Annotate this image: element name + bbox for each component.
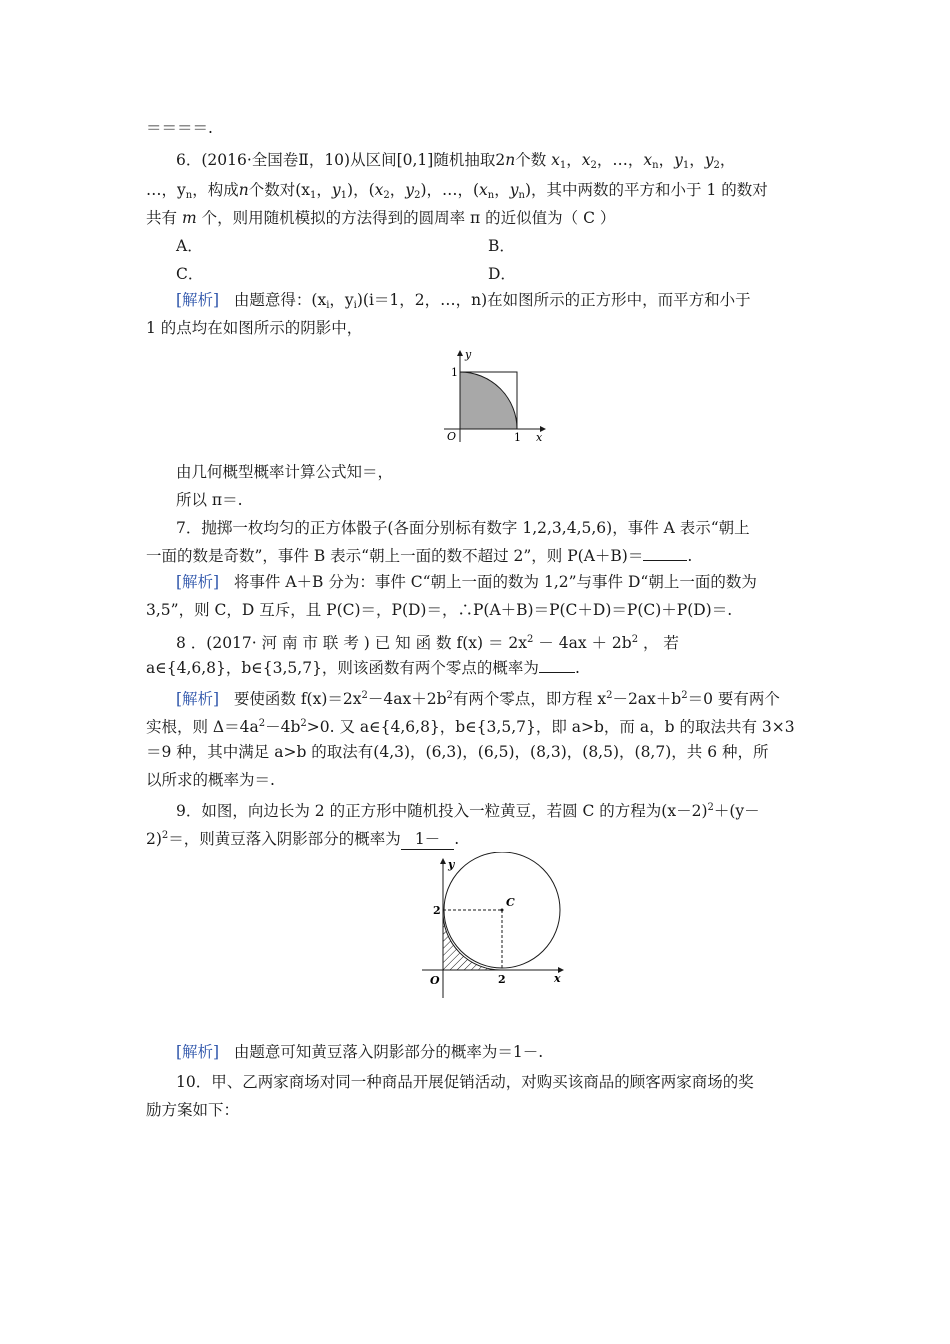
option-c: C． bbox=[176, 265, 204, 283]
center-label: C bbox=[506, 896, 515, 909]
text-line: 所以 π＝. bbox=[176, 491, 243, 509]
analysis-tag: [解析] bbox=[176, 573, 220, 591]
analysis-6: [解析] 由题意得：($x_i$，$y_i)(i=1$，2，…，n)在如图所示的正方形中，而平方和小于 bbox=[176, 291, 751, 311]
text-line: 一面的数是奇数”，事件 B 表示“朝上一面的数不超过 2”，则 P(A＋B)＝ . bbox=[146, 547, 693, 565]
option-d: D． bbox=[488, 265, 516, 283]
text-line: ＝＝＝＝. bbox=[146, 119, 213, 137]
origin-label: O bbox=[447, 430, 457, 443]
answer-blank bbox=[643, 560, 687, 561]
analysis-8: [解析] 要使函数 $f(x)=2x^2-4ax+2b^2$有两个零点，即方程 $x^2-2ax+b^2=0$ 要有两个 bbox=[176, 690, 780, 708]
analysis-tag: [解析] bbox=[176, 1043, 220, 1061]
quarter-circle-figure bbox=[430, 342, 550, 444]
y-axis-label: y bbox=[448, 858, 455, 871]
text-line: a∈{4,6,8}，b∈{3,5,7}，则该函数有两个零点的概率为 . bbox=[146, 659, 580, 677]
text-line: ＝9 种，其中满足 a>b 的取法有(4,3)，(6,3)，(6,5)，(8,3)，(8,5)，(8,7)，共 6 种，所 bbox=[146, 743, 769, 761]
option-b: B． bbox=[488, 237, 515, 255]
question-10: 10．甲、乙两家商场对同一种商品开展促销活动，对购买该商品的顾客两家商场的奖 bbox=[176, 1073, 754, 1091]
text-line: …，$y_n$，构成n个数对($x_1$，$y_1$)，($x_2$，$y_2$)，…，($x_n$，$y_n$)，其中两数的平方和小于 1 的数对 bbox=[146, 181, 768, 201]
text-line: 以所求的概率为＝. bbox=[146, 771, 275, 789]
answer-blank bbox=[539, 672, 575, 673]
question-9: 9．如图，向边长为 2 的正方形中随机投入一粒黄豆，若圆 C 的方程为$(x-2)^2+(y-$ bbox=[176, 802, 760, 820]
circle-square-figure bbox=[412, 852, 572, 1002]
analysis-tag: [解析] bbox=[176, 291, 220, 309]
analysis-7: [解析] 将事件 A＋B 分为：事件 C“朝上一面的数为 1,2”与事件 D“朝上一面的数为 bbox=[176, 573, 757, 591]
text-line: 共有 m 个，则用随机模拟的方法得到的圆周率 π 的近似值为（ C ） bbox=[146, 209, 616, 227]
option-a: A． bbox=[176, 237, 203, 255]
analysis-9: [解析] 由题意可知黄豆落入阴影部分的概率为＝1－. bbox=[176, 1043, 544, 1061]
analysis-tag: [解析] bbox=[176, 690, 220, 708]
text-line: 1 的点均在如图所示的阴影中， bbox=[146, 319, 363, 337]
question-7: 7．抛掷一枚均匀的正方体骰子(各面分别标有数字 1,2,3,4,5,6)，事件 A 表示“朝上 bbox=[176, 519, 750, 537]
text-line: 3,5”，则 C，D 互斥，且 P(C)＝，P(D)＝，∴P(A＋B)＝P(C＋D)＝P(C)＋P(D)＝. bbox=[146, 601, 733, 619]
tick-label: 2 bbox=[433, 904, 441, 917]
question-6: 6．(2016·全国卷Ⅱ，10)从区间[0,1]随机抽取2n个数 $x_1$，$x_2$，…，$x_n$，$y_1$，$y_2$， bbox=[176, 151, 736, 171]
shaded-quarter-disc bbox=[460, 372, 517, 429]
x-axis-label: x bbox=[554, 972, 561, 985]
x-axis-label: x bbox=[536, 431, 543, 444]
text-line: 由几何概型概率计算公式知＝， bbox=[176, 463, 394, 481]
text-line: 励方案如下： bbox=[146, 1101, 240, 1119]
origin-label: O bbox=[430, 974, 440, 987]
answer-blank: 1－ bbox=[401, 829, 454, 850]
tick-label: 1 bbox=[451, 366, 458, 379]
y-axis-label: y bbox=[465, 348, 472, 361]
question-8: 8 ．(2017· 河 南 市 联 考 ) 已 知 函 数 $f(x) = 2x^2 - 4ax + 2b^2$ ， 若 bbox=[176, 634, 679, 652]
text-line: 实根，则 $\Delta=4a^2-4b^2>0$. 又 a∈{4,6,8}，b∈{3,5,7}，即 a>b，而 a，b 的取法共有 3×3 bbox=[146, 718, 795, 736]
tick-label: 1 bbox=[514, 431, 521, 444]
tick-label: 2 bbox=[498, 973, 506, 986]
text-line: 2)$^2$＝，则黄豆落入阴影部分的概率为 1－ . bbox=[146, 830, 460, 848]
